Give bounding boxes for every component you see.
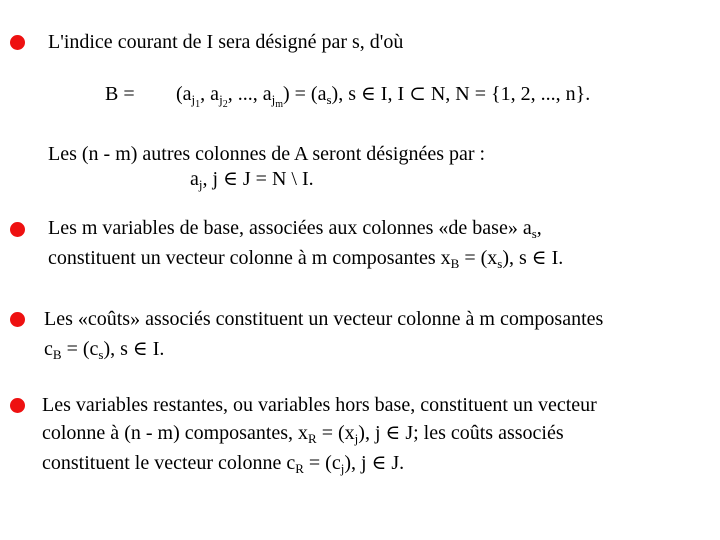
paragraph-2-line-2 (190, 167, 314, 191)
p5-line3-a: constituent le vecteur colonne c (42, 452, 296, 474)
eq-dots: , ..., a (227, 83, 272, 105)
paragraph-3-line-2 (48, 246, 563, 270)
sub-j: j (198, 177, 203, 192)
p5-line2-a: colonne à (n - m) composantes, x (42, 422, 309, 444)
eq-comma: , a (200, 83, 220, 105)
paragraph-4-line-1 (44, 307, 603, 331)
paragraph-1-text (48, 30, 403, 54)
bullet-icon (10, 398, 25, 413)
paragraph-2-line-1 (48, 142, 485, 166)
p2-line1: Les (n - m) autres colonnes de A seront désignées par : (48, 143, 486, 165)
sub-b: B (450, 256, 460, 271)
sub-s: s (531, 226, 537, 241)
sub-r: R (308, 431, 317, 446)
sub-b: B (52, 347, 62, 362)
bullet-icon (10, 222, 25, 237)
p4-line2-a: c (44, 338, 53, 360)
eq-rest-2: ), s ∈ I, I ⊂ N, N = {1, 2, ..., n}. (331, 83, 591, 105)
sub-j: j (354, 431, 359, 446)
sub-m: m (275, 99, 283, 110)
sub-s: s (98, 347, 104, 362)
p3-line2-c: ), s ∈ I. (502, 247, 564, 269)
p5-line2-c: ), j ∈ J; les coûts associés (358, 422, 564, 444)
p5-line3-c: ), j ∈ J. (344, 452, 405, 474)
equation-rhs (176, 82, 591, 110)
paragraph-5-line-1 (42, 393, 597, 417)
p5-line3-b: = (c (303, 452, 341, 474)
bullet-icon (10, 35, 25, 50)
sub-1: 1 (195, 99, 201, 110)
p4-line2-c: ), s ∈ I. (103, 338, 165, 360)
sub-r: R (295, 461, 304, 476)
sub-j: j (219, 92, 223, 107)
eq-rest-1: ) = (a (282, 83, 327, 105)
p3-line1-a: Les m variables de base, associées aux colonnes «de base» a (48, 217, 532, 239)
equation-lhs: B = (105, 83, 135, 105)
sub-j: j (191, 92, 196, 107)
paragraph-4-line-2 (44, 337, 164, 361)
sub-s: s (497, 256, 503, 271)
p1-text: L'indice courant de I sera désigné par s, d'où (48, 31, 404, 53)
paragraph-5-line-2 (42, 421, 564, 445)
p5-line2-b: = (x (316, 422, 355, 444)
sub-2: 2 (222, 99, 228, 110)
p3-line2-a: constituent un vecteur colonne à m composantes x (48, 247, 451, 269)
equation-b (105, 82, 135, 106)
p4-line1: Les «coûts» associés constituent un vecteur colonne à m composantes (44, 308, 604, 330)
p2-a: a (190, 168, 199, 190)
p2-rest: , j ∈ J = N \ I. (202, 168, 314, 190)
p3-line1-b: , (536, 217, 542, 239)
paragraph-3-line-1 (48, 216, 542, 240)
p5-line1: Les variables restantes, ou variables hors base, constituent un vecteur (42, 394, 597, 416)
p4-line2-b: = (c (61, 338, 99, 360)
p3-line2-b: = (x (459, 247, 498, 269)
bullet-icon (10, 312, 25, 327)
sub-s: s (326, 92, 332, 107)
sub-j: j (340, 461, 345, 476)
eq-open: (a (176, 83, 192, 105)
paragraph-5-line-3 (42, 451, 404, 475)
sub-j: j (271, 92, 276, 107)
